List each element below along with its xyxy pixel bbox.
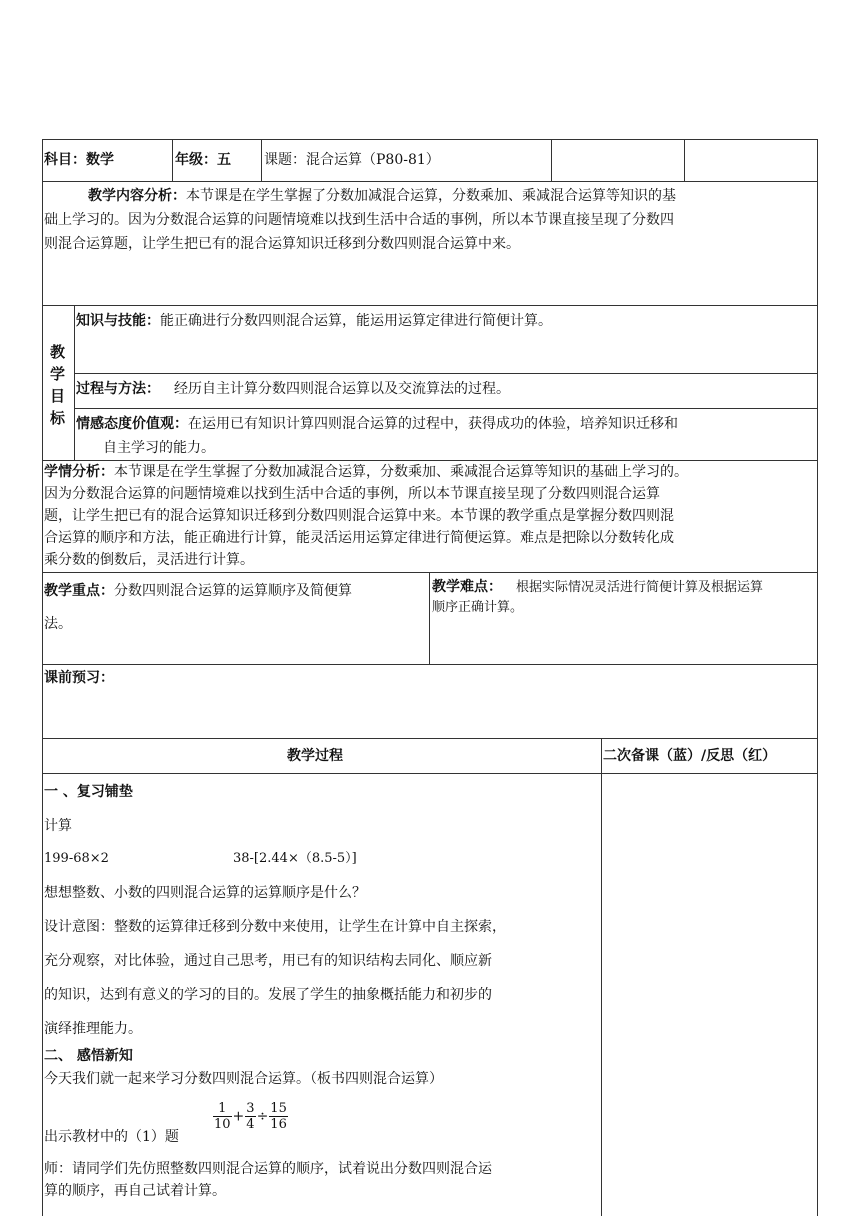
process-label: 过程与方法： [76, 381, 160, 397]
design-intent-line-1: 设计意图：整数的运算律迁移到分数中来使用，让学生在计算中自主探索， [44, 919, 506, 935]
fraction-3-numerator: 15 [270, 1101, 287, 1116]
section-new-knowledge-title: 二、 感悟新知 [44, 1048, 133, 1064]
teaching-focus [44, 581, 352, 601]
subject-cell: 科目：数学 [44, 152, 114, 168]
fraction-3-denominator: 16 [270, 1117, 287, 1132]
divide-operator: ÷ [256, 1108, 269, 1125]
student-analysis-line-3: 题，让学生把已有的混合运算知识迁移到分数四则混合运算中来。本节课的教学重点是掌握分数四则混 [44, 508, 674, 524]
teaching-focus-text-2: 法。 [44, 616, 72, 632]
objectives-char-4: 标 [50, 409, 66, 427]
process-objective [76, 379, 510, 399]
plus-operator: + [232, 1108, 245, 1125]
student-analysis-label: 学情分析： [44, 464, 114, 480]
design-intent-line-2: 充分观察，对比体验，通过自己思考，用已有的知识结构去同化、顺应新 [44, 953, 492, 969]
order-question: 想想整数、小数的四则混合运算的运算顺序是什么？ [44, 885, 366, 901]
objectives-char-2: 学 [50, 365, 66, 383]
fraction-1-numerator: 1 [213, 1101, 232, 1117]
show-textbook-text: 出示教材中的（1）题 [44, 1129, 179, 1145]
preview-label: 课前预习： [44, 670, 114, 686]
content-analysis-label: 教学内容分析： [88, 188, 186, 204]
teaching-focus-label: 教学重点： [44, 583, 114, 599]
fraction-3 [269, 1101, 288, 1132]
today-intro: 今天我们就一起来学习分数四则混合运算。（板书四则混合运算） [44, 1071, 443, 1087]
knowledge-text: 能正确进行分数四则混合运算，能运用运算定律进行简便计算。 [160, 313, 552, 329]
student-analysis-line-5: 乘分数的倒数后，灵活进行计算。 [44, 552, 254, 568]
content-analysis-text-1: 本节课是在学生掌握了分数加减混合运算，分数乘加、乘减混合运算等知识的基 [186, 188, 676, 204]
design-intent-line-4: 演绎推理能力。 [44, 1021, 142, 1037]
fraction-2 [245, 1101, 255, 1132]
student-analysis-line-1 [44, 462, 688, 482]
topic-cell [264, 150, 440, 170]
expression-1: 199-68×2 [44, 851, 109, 866]
student-analysis-line-2: 因为分数混合运算的问题情境难以找到生活中合适的事例，所以本节课直接呈现了分数四则混合运算 [44, 486, 660, 502]
fraction-2-denominator: 4 [246, 1117, 255, 1132]
student-analysis-line-4: 合运算的顺序和方法，能正确进行计算，能灵活运用运算定律进行简便运算。难点是把除以分数转化成 [44, 530, 674, 546]
student-analysis-text-1: 本节课是在学生掌握了分数加减混合运算，分数乘加、乘减混合运算等知识的基础上学习的。 [114, 464, 688, 480]
expression-2: 38-[2.44×（8.5-5）] [233, 851, 357, 866]
emotion-text-1: 在运用已有知识计算四则混合运算的过程中，获得成功的体验，培养知识迁移和 [188, 416, 678, 432]
reflection-header: 二次备课（蓝）/反思（红） [603, 748, 777, 764]
fraction-2-numerator: 3 [246, 1101, 255, 1116]
fraction-1 [213, 1101, 232, 1132]
content-analysis-line-3: 则混合运算题，让学生把已有的混合运算知识迁移到分数四则混合运算中来。 [44, 236, 520, 252]
content-analysis-line-1 [88, 186, 676, 206]
content-analysis-line-2: 础上学习的。因为分数混合运算的问题情境难以找到生活中合适的事例，所以本节课直接呈现了分数四 [44, 212, 674, 228]
fraction-1-denominator: 10 [214, 1117, 231, 1132]
teaching-difficulty-text-1: 根据实际情况灵活进行简便计算及根据运算 [516, 580, 764, 595]
fraction-formula [212, 1101, 289, 1132]
grade-cell: 年级：五 [175, 152, 231, 168]
design-intent-line-3: 的知识，达到有意义的学习的目的。发展了学生的抽象概括能力和初步的 [44, 987, 492, 1003]
teaching-focus-text-1: 分数四则混合运算的运算顺序及简便算 [114, 583, 352, 599]
process-text: 经历自主计算分数四则混合运算以及交流算法的过程。 [174, 381, 510, 397]
knowledge-label: 知识与技能： [76, 313, 160, 329]
process-header: 教学过程 [287, 748, 343, 764]
teacher-line-2: 算的顺序，再自己试着计算。 [44, 1183, 226, 1199]
teacher-line-1: 师：请同学们先仿照整数四则混合运算的顺序，试着说出分数四则混合运 [44, 1161, 492, 1177]
emotion-text-2: 自主学习的能力。 [103, 440, 215, 456]
objectives-char-1: 教 [50, 343, 66, 361]
calc-label: 计算 [44, 818, 72, 834]
topic-text: 课题：混合运算（P80-81） [264, 152, 440, 168]
emotion-objective [76, 414, 678, 434]
teaching-difficulty-label: 教学难点： [432, 579, 502, 595]
section-review-title: 一 、复习铺垫 [44, 784, 133, 800]
teaching-difficulty-text-2: 顺序正确计算。 [432, 600, 524, 615]
teaching-difficulty [432, 577, 763, 598]
objectives-char-3: 目 [50, 387, 66, 405]
knowledge-objective [76, 311, 552, 331]
emotion-label: 情感态度价值观： [76, 416, 188, 432]
